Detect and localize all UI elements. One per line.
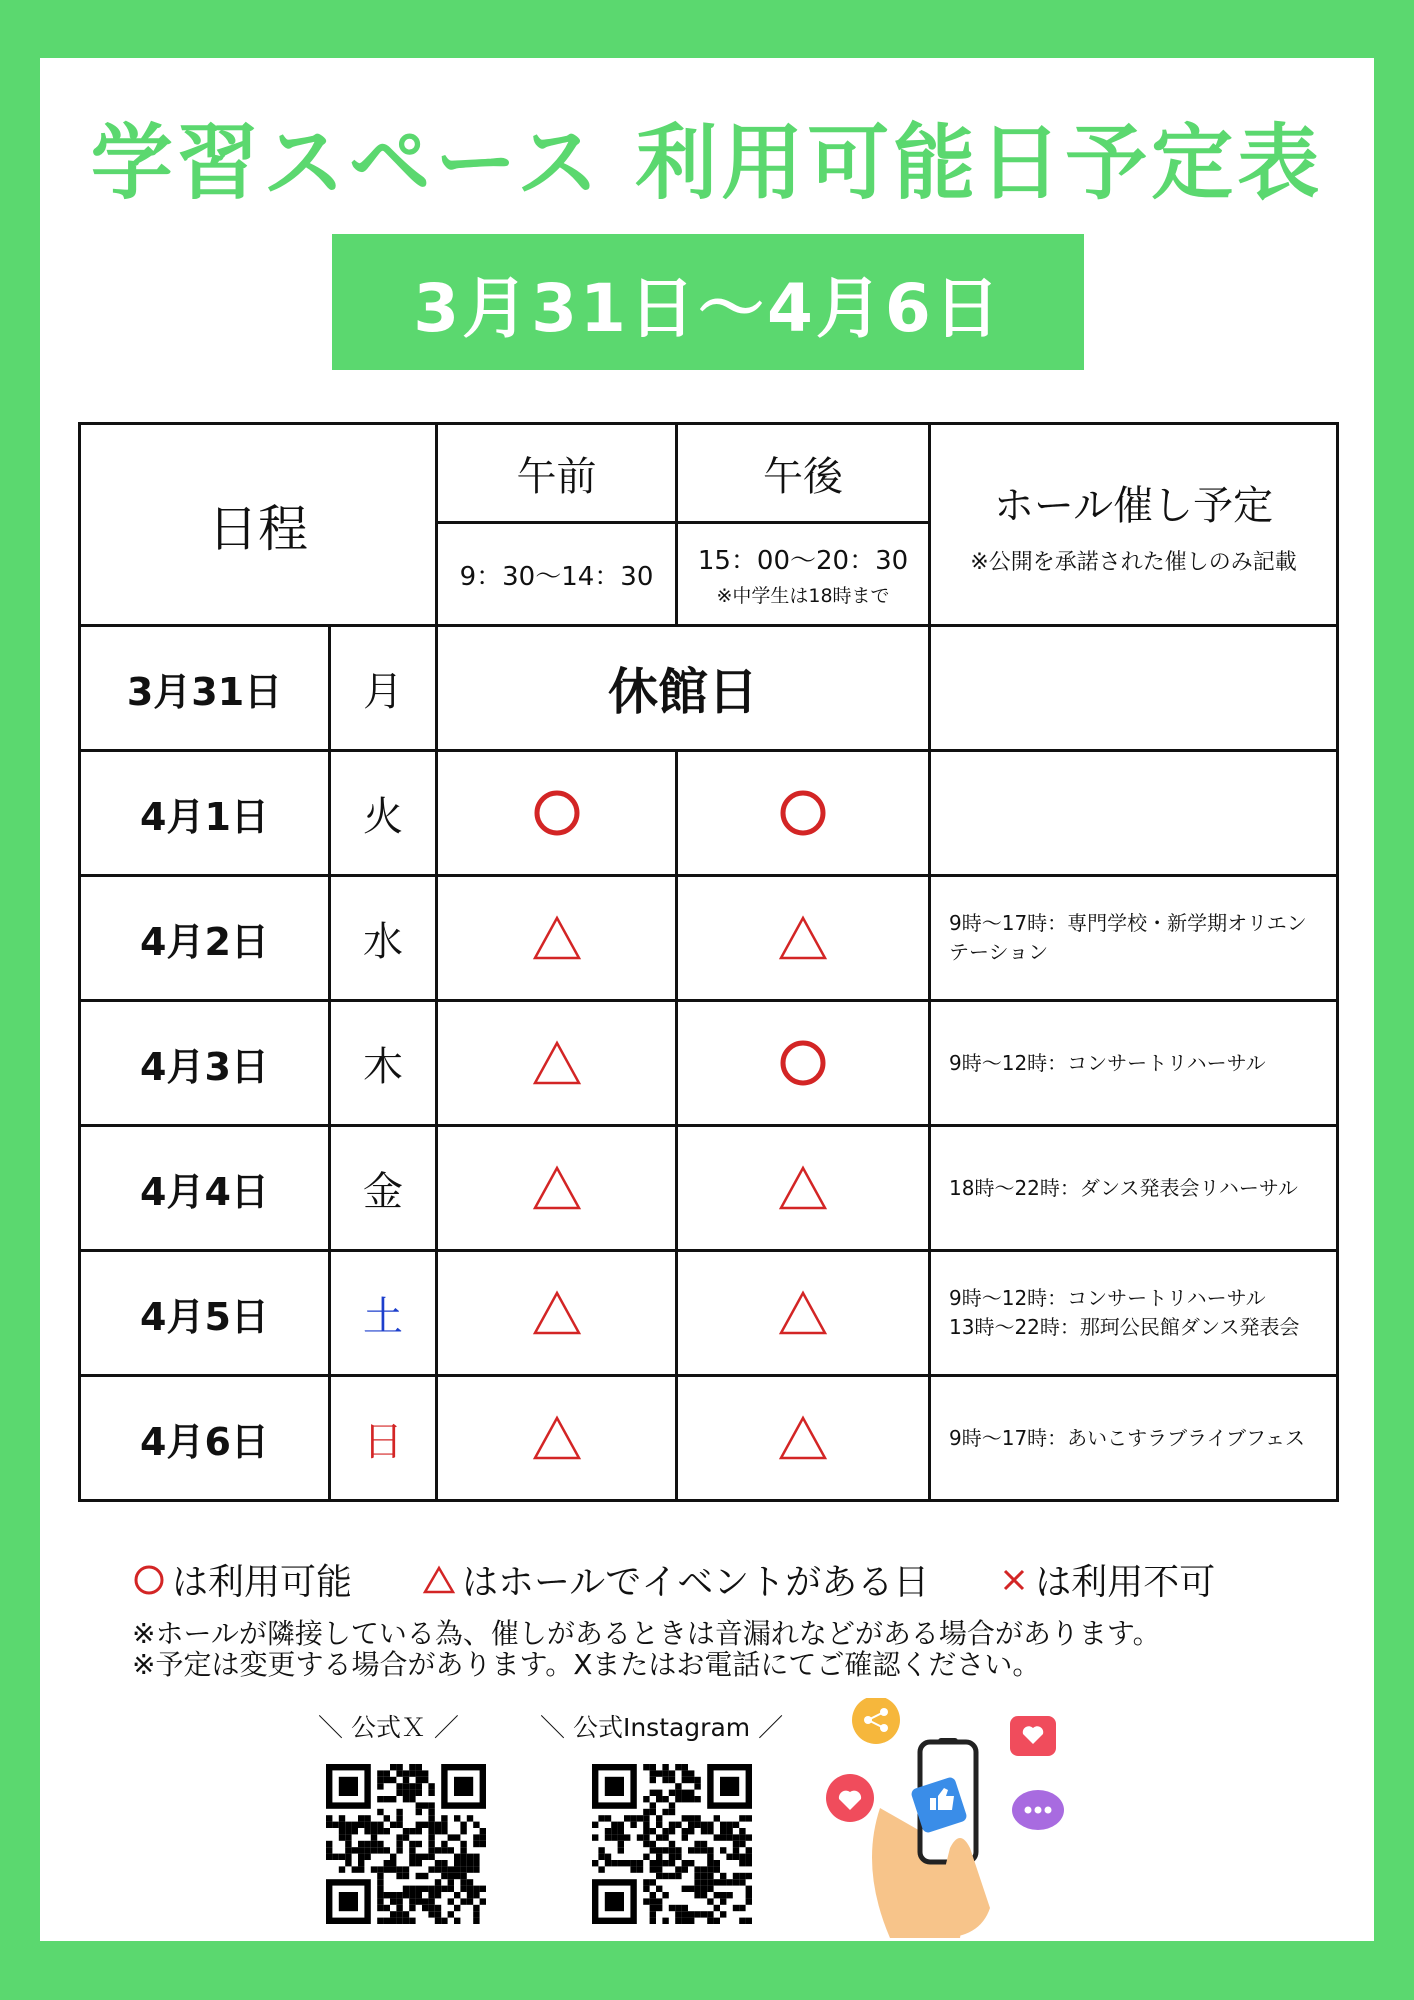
schedule-header: 日程 — [80, 424, 437, 626]
hall-event-cell: 18時～22時：ダンス発表会リハーサル — [930, 1126, 1338, 1251]
legend-unavailable-text: は利用不可 — [1035, 1562, 1216, 1603]
weekday-cell: 火 — [330, 751, 437, 876]
heart-bubble-icon — [1010, 1716, 1056, 1756]
am-availability-cell — [437, 1001, 677, 1126]
legend-event-text: はホールでイベントがある日 — [462, 1562, 930, 1603]
table-row — [80, 1251, 1338, 1376]
pm-time-range: 15：00～20：30 — [697, 546, 909, 576]
event-triangle-icon — [777, 1287, 829, 1339]
note-line: ※予定は変更する場合があります。Xまたはお電話にてご確認ください。 — [132, 1648, 1041, 1681]
poster — [40, 58, 1374, 1941]
cross-icon — [999, 1565, 1029, 1595]
legend-available — [132, 1554, 352, 1605]
am-availability-cell — [437, 751, 677, 876]
instagram-label: ＼ 公式Instagram ／ — [540, 1713, 784, 1742]
event-triangle-icon — [531, 1287, 583, 1339]
pm-availability-cell — [677, 1376, 930, 1501]
weekday-cell: 日 — [330, 1376, 437, 1501]
heart-bubble-icon — [826, 1774, 874, 1822]
pm-availability-cell — [677, 1126, 930, 1251]
table-row — [80, 1001, 1338, 1126]
legend-event — [422, 1554, 929, 1605]
x-label: ＼ 公式Ｘ ／ — [318, 1713, 459, 1742]
hall-header-title: ホール催し予定 — [993, 482, 1274, 529]
weekday-cell: 水 — [330, 876, 437, 1001]
legend — [132, 1554, 1215, 1605]
pm-availability-cell — [677, 751, 930, 876]
pm-availability-cell — [677, 1001, 930, 1126]
pm-time — [677, 523, 930, 626]
available-circle-icon — [777, 787, 829, 839]
hall-event-cell: 9時～17時：あいこすラブライブフェス — [930, 1376, 1338, 1501]
date-cell: 4月2日 — [80, 876, 330, 1001]
share-bubble-icon — [852, 1698, 900, 1744]
date-cell: 4月4日 — [80, 1126, 330, 1251]
hall-header — [930, 424, 1338, 626]
am-header: 午前 — [437, 424, 677, 523]
available-circle-icon — [531, 787, 583, 839]
notes — [132, 1618, 1161, 1680]
table-row — [80, 1126, 1338, 1251]
pm-header: 午後 — [677, 424, 930, 523]
event-triangle-icon — [777, 1412, 829, 1464]
am-availability-cell — [437, 876, 677, 1001]
closed-cell: 休館日 — [437, 626, 930, 751]
hand-with-phone-icon — [872, 1738, 990, 1938]
chat-bubble-icon — [1012, 1790, 1064, 1830]
legend-unavailable — [999, 1554, 1215, 1605]
weekday-cell: 金 — [330, 1126, 437, 1251]
event-triangle-icon — [777, 912, 829, 964]
event-triangle-icon — [531, 1162, 583, 1214]
table-row — [80, 751, 1338, 876]
weekday-cell: 月 — [330, 626, 437, 751]
date-range-banner: 3月31日～4月6日 — [332, 234, 1084, 370]
event-triangle-icon — [531, 1412, 583, 1464]
available-circle-icon — [777, 1037, 829, 1089]
event-triangle-icon — [531, 1037, 583, 1089]
date-cell: 4月1日 — [80, 751, 330, 876]
table-row — [80, 1376, 1338, 1501]
schedule-table — [78, 422, 1339, 1502]
table-row — [80, 876, 1338, 1001]
date-cell: 4月3日 — [80, 1001, 330, 1126]
am-availability-cell — [437, 1376, 677, 1501]
hall-event-cell: 9時～17時：専門学校・新学期オリエンテーション — [930, 876, 1338, 1001]
pm-time-note: ※中学生は18時まで — [716, 585, 890, 607]
date-cell: 4月5日 — [80, 1251, 330, 1376]
pm-availability-cell — [677, 1251, 930, 1376]
page-title: 学習スペース 利用可能日予定表 — [90, 116, 1324, 211]
legend-available-text: は利用可能 — [172, 1562, 353, 1603]
social-media-illustration — [820, 1698, 1090, 1938]
hall-event-cell — [930, 751, 1338, 876]
pm-availability-cell — [677, 876, 930, 1001]
date-cell: 4月6日 — [80, 1376, 330, 1501]
instagram-qr-code[interactable] — [592, 1764, 758, 1924]
circle-icon — [132, 1563, 166, 1597]
x-qr-code[interactable] — [326, 1764, 486, 1924]
weekday-cell: 土 — [330, 1251, 437, 1376]
am-time: 9：30～14：30 — [437, 523, 677, 626]
hall-header-note: ※公開を承諾された催しのみ記載 — [970, 549, 1297, 575]
event-triangle-icon — [531, 912, 583, 964]
note-line: ※ホールが隣接している為、催しがあるときは音漏れなどがある場合があります。 — [132, 1617, 1161, 1650]
triangle-icon — [422, 1563, 456, 1597]
weekday-cell: 木 — [330, 1001, 437, 1126]
event-triangle-icon — [777, 1162, 829, 1214]
hall-event-cell: 9時～12時：コンサートリハーサル — [930, 1001, 1338, 1126]
table-row — [80, 626, 1338, 751]
hall-event-cell — [930, 626, 1338, 751]
am-availability-cell — [437, 1251, 677, 1376]
hall-event-cell: 9時～12時：コンサートリハーサル 13時～22時：那珂公民館ダンス発表会 — [930, 1251, 1338, 1376]
am-availability-cell — [437, 1126, 677, 1251]
date-cell: 3月31日 — [80, 626, 330, 751]
